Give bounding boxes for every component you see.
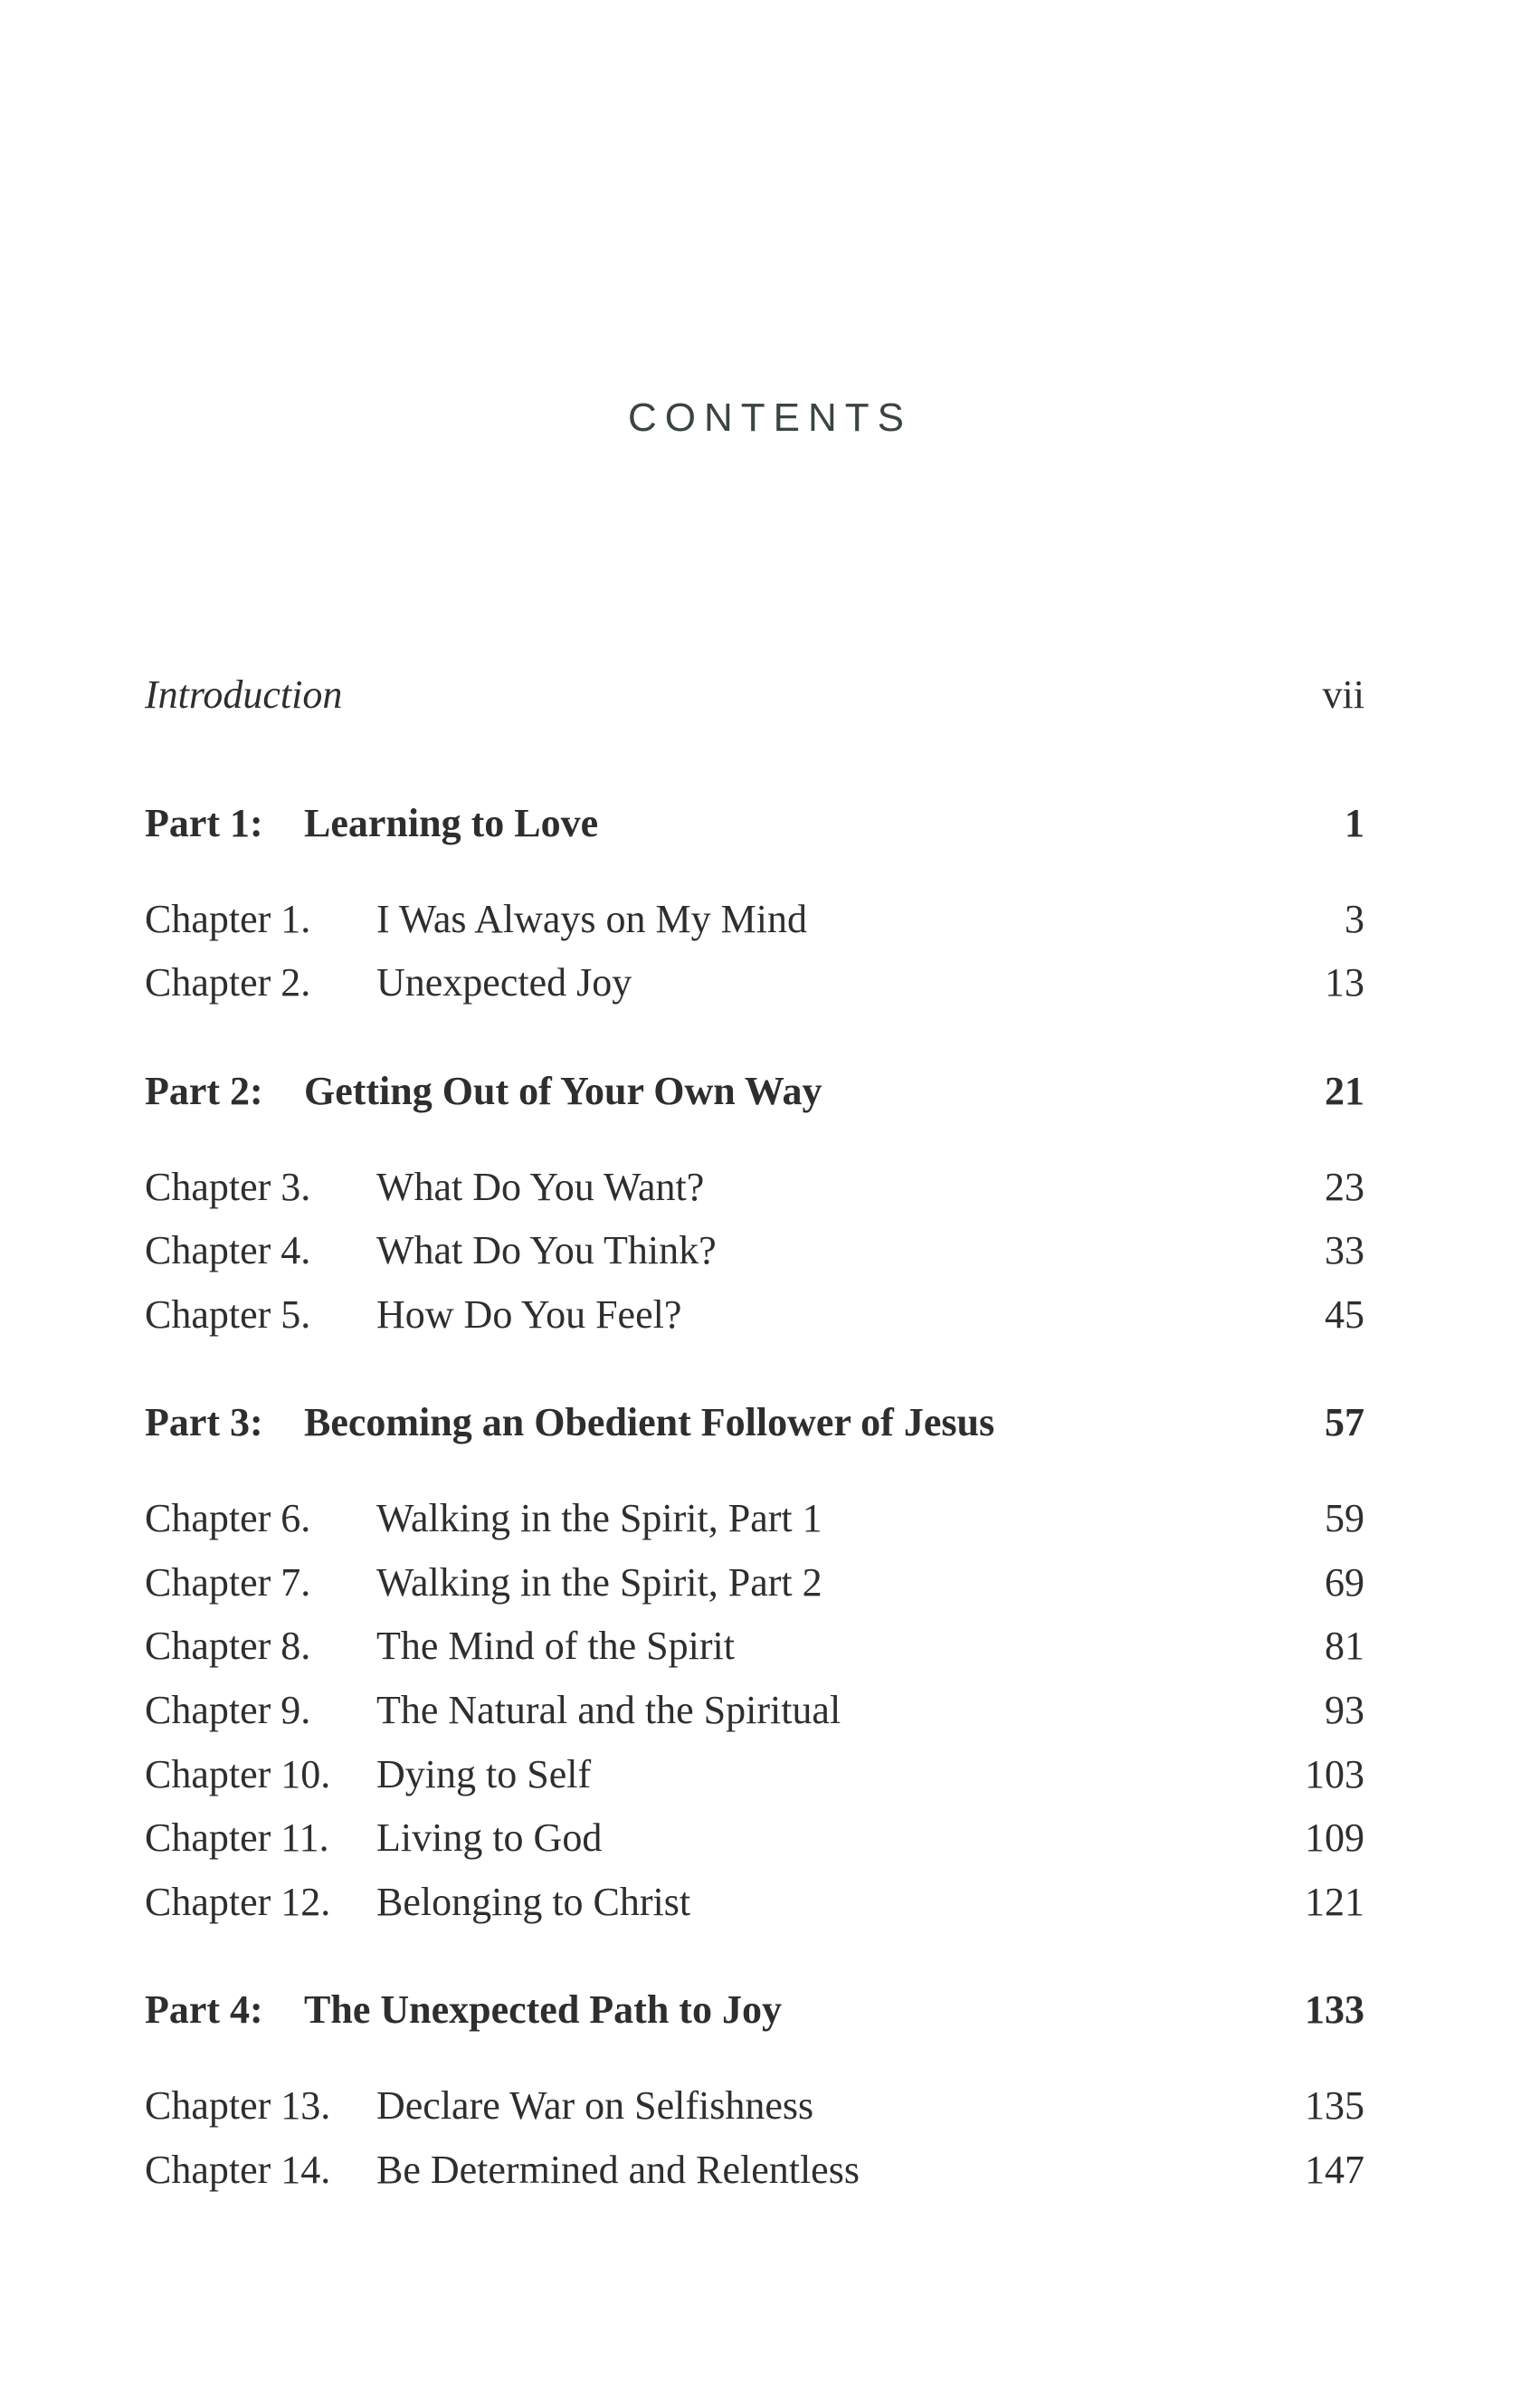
toc-chapter-1	[0, 892, 1540, 947]
toc-entry-title: Introduction	[145, 672, 343, 717]
toc-part-2	[0, 1064, 1540, 1119]
chapter-title: The Mind of the Spirit	[376, 1624, 735, 1668]
chapter-title: How Do You Feel?	[376, 1292, 682, 1337]
chapter-page: 103	[1305, 1752, 1364, 1796]
chapter-page: 81	[1325, 1624, 1364, 1668]
toc-part-4	[0, 1983, 1540, 2037]
part-title: Becoming an Obedient Follower of Jesus	[304, 1400, 995, 1444]
chapter-number: Chapter 12.	[145, 1880, 331, 1924]
chapter-title: Declare War on Selfishness	[376, 2083, 814, 2128]
part-number: Part 1:	[145, 801, 263, 845]
toc-chapter-11	[0, 1811, 1540, 1865]
part-title: Getting Out of Your Own Way	[304, 1069, 822, 1113]
toc-part-1	[0, 796, 1540, 851]
chapter-number: Chapter 10.	[145, 1752, 331, 1796]
chapter-title: Living to God	[376, 1815, 603, 1860]
chapter-number: Chapter 6.	[145, 1496, 311, 1540]
toc-chapter-3	[0, 1160, 1540, 1215]
chapter-title: What Do You Want?	[376, 1165, 705, 1209]
toc-chapter-14	[0, 2143, 1540, 2197]
chapter-title: Walking in the Spirit, Part 1	[376, 1496, 822, 1540]
chapter-title: What Do You Think?	[376, 1228, 717, 1272]
part-number: Part 3:	[145, 1400, 263, 1444]
toc-chapter-5	[0, 1288, 1540, 1342]
chapter-number: Chapter 5.	[145, 1292, 311, 1337]
part-page: 1	[1345, 801, 1364, 845]
part-number: Part 2:	[145, 1069, 263, 1113]
chapter-title: The Natural and the Spiritual	[376, 1688, 841, 1732]
chapter-page: 69	[1325, 1560, 1364, 1605]
chapter-title: I Was Always on My Mind	[376, 897, 807, 941]
chapter-number: Chapter 11.	[145, 1815, 329, 1860]
chapter-number: Chapter 3.	[145, 1165, 311, 1209]
page-title: CONTENTS	[628, 395, 912, 440]
chapter-title: Unexpected Joy	[376, 960, 632, 1005]
chapter-number: Chapter 2.	[145, 960, 311, 1005]
chapter-number: Chapter 1.	[145, 897, 311, 941]
chapter-page: 33	[1325, 1228, 1364, 1272]
part-page: 57	[1325, 1400, 1364, 1444]
chapter-number: Chapter 13.	[145, 2083, 331, 2128]
part-title: Learning to Love	[304, 801, 599, 845]
chapter-title: Walking in the Spirit, Part 2	[376, 1560, 822, 1605]
chapter-page: 59	[1325, 1496, 1364, 1540]
toc-part-3	[0, 1396, 1540, 1450]
chapter-page: 135	[1305, 2083, 1364, 2128]
chapter-page: 93	[1325, 1688, 1364, 1732]
toc-chapter-12	[0, 1875, 1540, 1929]
chapter-title: Belonging to Christ	[376, 1880, 691, 1924]
chapter-page: 109	[1305, 1815, 1364, 1860]
chapter-page: 13	[1325, 960, 1364, 1005]
toc-chapter-4	[0, 1224, 1540, 1278]
toc-chapter-2	[0, 956, 1540, 1010]
part-number: Part 4:	[145, 1987, 263, 2032]
part-page: 21	[1325, 1069, 1364, 1113]
chapter-number: Chapter 8.	[145, 1624, 311, 1668]
chapter-title: Dying to Self	[376, 1752, 592, 1796]
toc-chapter-7	[0, 1556, 1540, 1610]
part-page: 133	[1305, 1987, 1364, 2032]
toc-chapter-8	[0, 1619, 1540, 1673]
chapter-number: Chapter 9.	[145, 1688, 311, 1732]
chapter-page: 3	[1345, 897, 1364, 941]
chapter-number: Chapter 14.	[145, 2148, 331, 2192]
chapter-number: Chapter 7.	[145, 1560, 311, 1605]
part-title: The Unexpected Path to Joy	[304, 1987, 782, 2032]
chapter-title: Be Determined and Relentless	[376, 2148, 860, 2192]
chapter-page: 147	[1305, 2148, 1364, 2192]
toc-chapter-10	[0, 1748, 1540, 1802]
toc-entry-page: vii	[1322, 672, 1364, 717]
chapter-number: Chapter 4.	[145, 1228, 311, 1272]
chapter-page: 45	[1325, 1292, 1364, 1337]
chapter-page: 121	[1305, 1880, 1364, 1924]
chapter-page: 23	[1325, 1165, 1364, 1209]
toc-chapter-9	[0, 1683, 1540, 1738]
toc-chapter-6	[0, 1491, 1540, 1546]
toc-entry-introduction	[0, 668, 1540, 722]
toc-chapter-13	[0, 2079, 1540, 2133]
